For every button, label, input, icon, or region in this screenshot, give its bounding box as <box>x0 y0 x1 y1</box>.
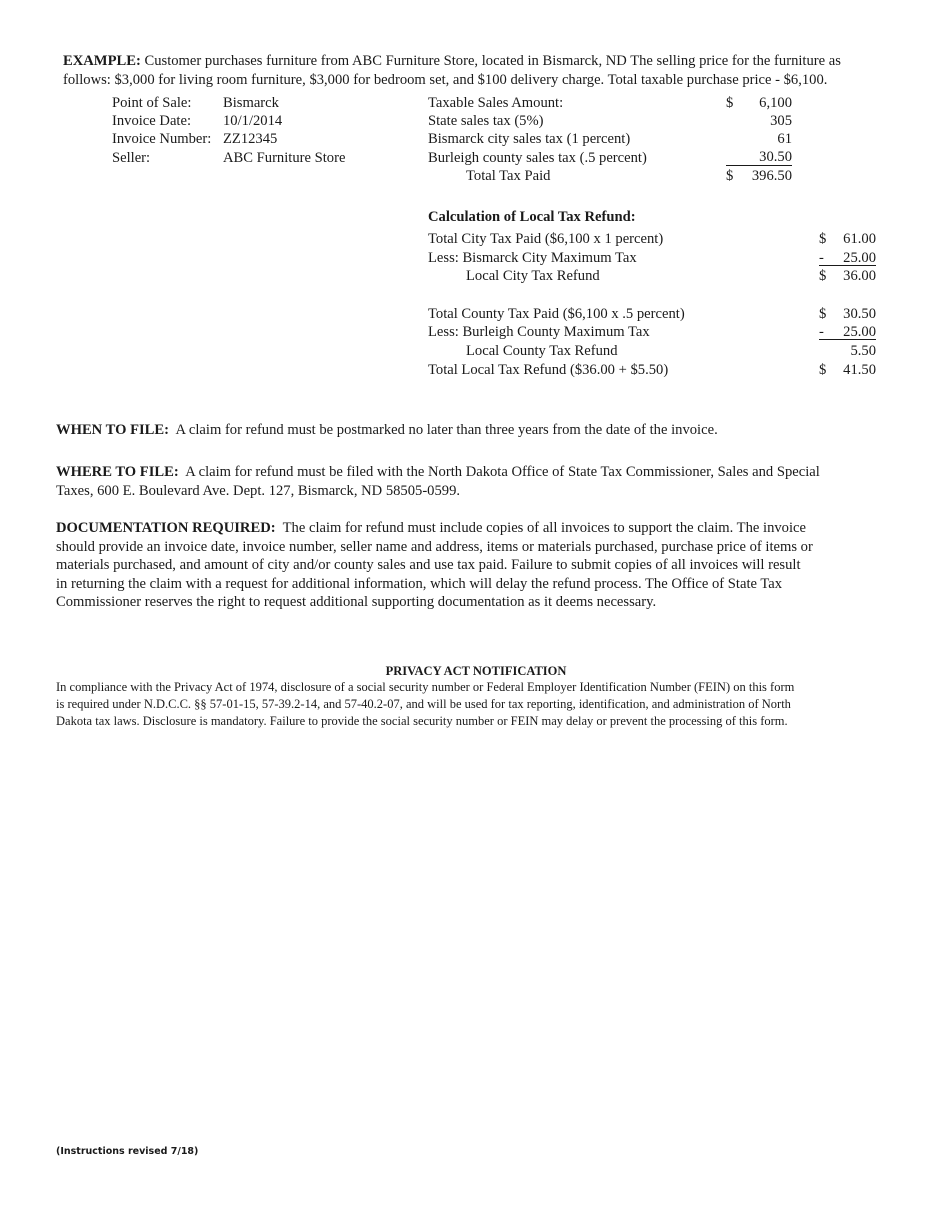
where-to-file-label: WHERE TO FILE: <box>56 464 179 480</box>
refund-amount-city-paid: 61.00 <box>843 231 876 247</box>
refund-label-city-paid: Total City Tax Paid ($6,100 x 1 percent) <box>428 231 664 247</box>
tax-label-city: Bismarck city sales tax (1 percent) <box>428 131 631 147</box>
example-line-1: Customer purchases furniture from ABC Furniture Store, located in Bismarck, ND The selling price for the furniture as <box>144 53 841 69</box>
invoice-label-date: Invoice Date: <box>112 113 192 129</box>
when-to-file-label: WHEN TO FILE: <box>56 422 169 438</box>
refund-currency-city-paid: $ <box>819 231 827 247</box>
invoice-value-number: ZZ12345 <box>223 131 278 147</box>
refund-amount-city-max: 25.00 <box>843 250 876 266</box>
refund-label-city-max: Less: Bismarck City Maximum Tax <box>428 250 637 266</box>
documentation-line-3: materials purchased, and amount of city and/or county sales and use tax paid. Failure to submit copies of all invoices will result <box>56 557 801 573</box>
example-paragraph <box>63 52 903 89</box>
documentation-label: DOCUMENTATION REQUIRED: <box>56 520 276 536</box>
invoice-label-number: Invoice Number: <box>112 131 212 147</box>
documentation-line-2: should provide an invoice date, invoice number, seller name and address, items or materials purchased, purchase price of items or <box>56 538 813 555</box>
example-line-2: follows: $3,000 for living room furniture, $3,000 for bedroom set, and $100 delivery charge. Total taxable purchase price - $6,100. <box>63 71 828 88</box>
revision-footer: (Instructions revised 7/18) <box>56 1146 199 1157</box>
tax-amount-taxable-sales: 6,100 <box>759 95 792 111</box>
privacy-line-1: In compliance with the Privacy Act of 1974, disclosure of a social security number or Federal Employer Identification Number (FEIN) on this form <box>56 680 795 694</box>
privacy-body <box>56 679 896 730</box>
tax-currency-total: $ <box>726 168 734 184</box>
privacy-title: PRIVACY ACT NOTIFICATION <box>385 664 567 678</box>
invoice-label-point-of-sale: Point of Sale: <box>112 95 192 111</box>
where-to-file-section <box>56 463 896 500</box>
refund-amount-total: 41.50 <box>843 362 876 378</box>
tax-amount-state: 305 <box>770 113 792 129</box>
refund-currency-total: $ <box>819 362 827 378</box>
invoice-value-seller: ABC Furniture Store <box>223 150 346 166</box>
refund-currency-county-paid: $ <box>819 306 827 322</box>
example-label: EXAMPLE: <box>63 53 141 69</box>
documentation-line-4: in returning the claim with a request for additional information, which will delay the refund process. The Office of State Tax <box>56 575 783 592</box>
when-to-file-section <box>56 421 896 440</box>
invoice-value-point-of-sale: Bismarck <box>223 95 279 111</box>
tax-label-total: Total Tax Paid <box>466 168 551 184</box>
privacy-line-3: Dakota tax laws. Disclosure is mandatory. Failure to provide the social security number or FEIN may delay or prevent the processing of this form. <box>56 714 788 728</box>
refund-amount-county-paid: 30.50 <box>843 306 876 322</box>
refund-currency-county-max: - <box>819 324 824 340</box>
where-to-file-line-2: Taxes, 600 E. Boulevard Ave. Dept. 127, Bismarck, ND 58505-0599. <box>56 482 461 499</box>
refund-currency-city-max: - <box>819 250 824 266</box>
invoice-value-date: 10/1/2014 <box>223 113 283 129</box>
refund-currency-city-refund: $ <box>819 268 827 284</box>
invoice-label-seller: Seller: <box>112 150 151 166</box>
tax-amount-total: 396.50 <box>751 168 792 184</box>
tax-label-county: Burleigh county sales tax (.5 percent) <box>428 150 647 166</box>
refund-amount-county-refund: 5.50 <box>850 343 876 359</box>
refund-label-city-refund: Local City Tax Refund <box>466 268 600 284</box>
privacy-line-2: is required under N.D.C.C. §§ 57-01-15, 57-39.2-14, and 57-40.2-07, and will be used for tax reporting, identification, and administration of North <box>56 697 791 711</box>
tax-amount-city: 61 <box>777 131 792 147</box>
tax-label-taxable-sales: Taxable Sales Amount: <box>428 95 564 111</box>
refund-title: Calculation of Local Tax Refund: <box>428 209 636 225</box>
refund-label-county-max: Less: Burleigh County Maximum Tax <box>428 324 650 340</box>
documentation-line-5: Commissioner reserves the right to request additional supporting documentation as it deems necessary. <box>56 594 657 610</box>
refund-label-county-refund: Local County Tax Refund <box>466 343 618 359</box>
when-to-file-text: A claim for refund must be postmarked no later than three years from the date of the invoice. <box>175 422 718 438</box>
tax-currency-taxable-sales: $ <box>726 95 734 111</box>
refund-amount-county-max: 25.00 <box>843 324 876 340</box>
tax-amount-county: 30.50 <box>726 149 792 166</box>
refund-amount-city-refund: 36.00 <box>843 268 876 284</box>
documentation-section <box>56 519 896 612</box>
documentation-line-1: The claim for refund must include copies of all invoices to support the claim. The invoice <box>282 520 806 536</box>
refund-label-total: Total Local Tax Refund ($36.00 + $5.50) <box>428 362 669 378</box>
where-to-file-line-1: A claim for refund must be filed with the North Dakota Office of State Tax Commissioner, Sales and Special <box>185 464 820 480</box>
refund-label-county-paid: Total County Tax Paid ($6,100 x .5 percent) <box>428 306 685 322</box>
tax-label-state: State sales tax (5%) <box>428 113 544 129</box>
